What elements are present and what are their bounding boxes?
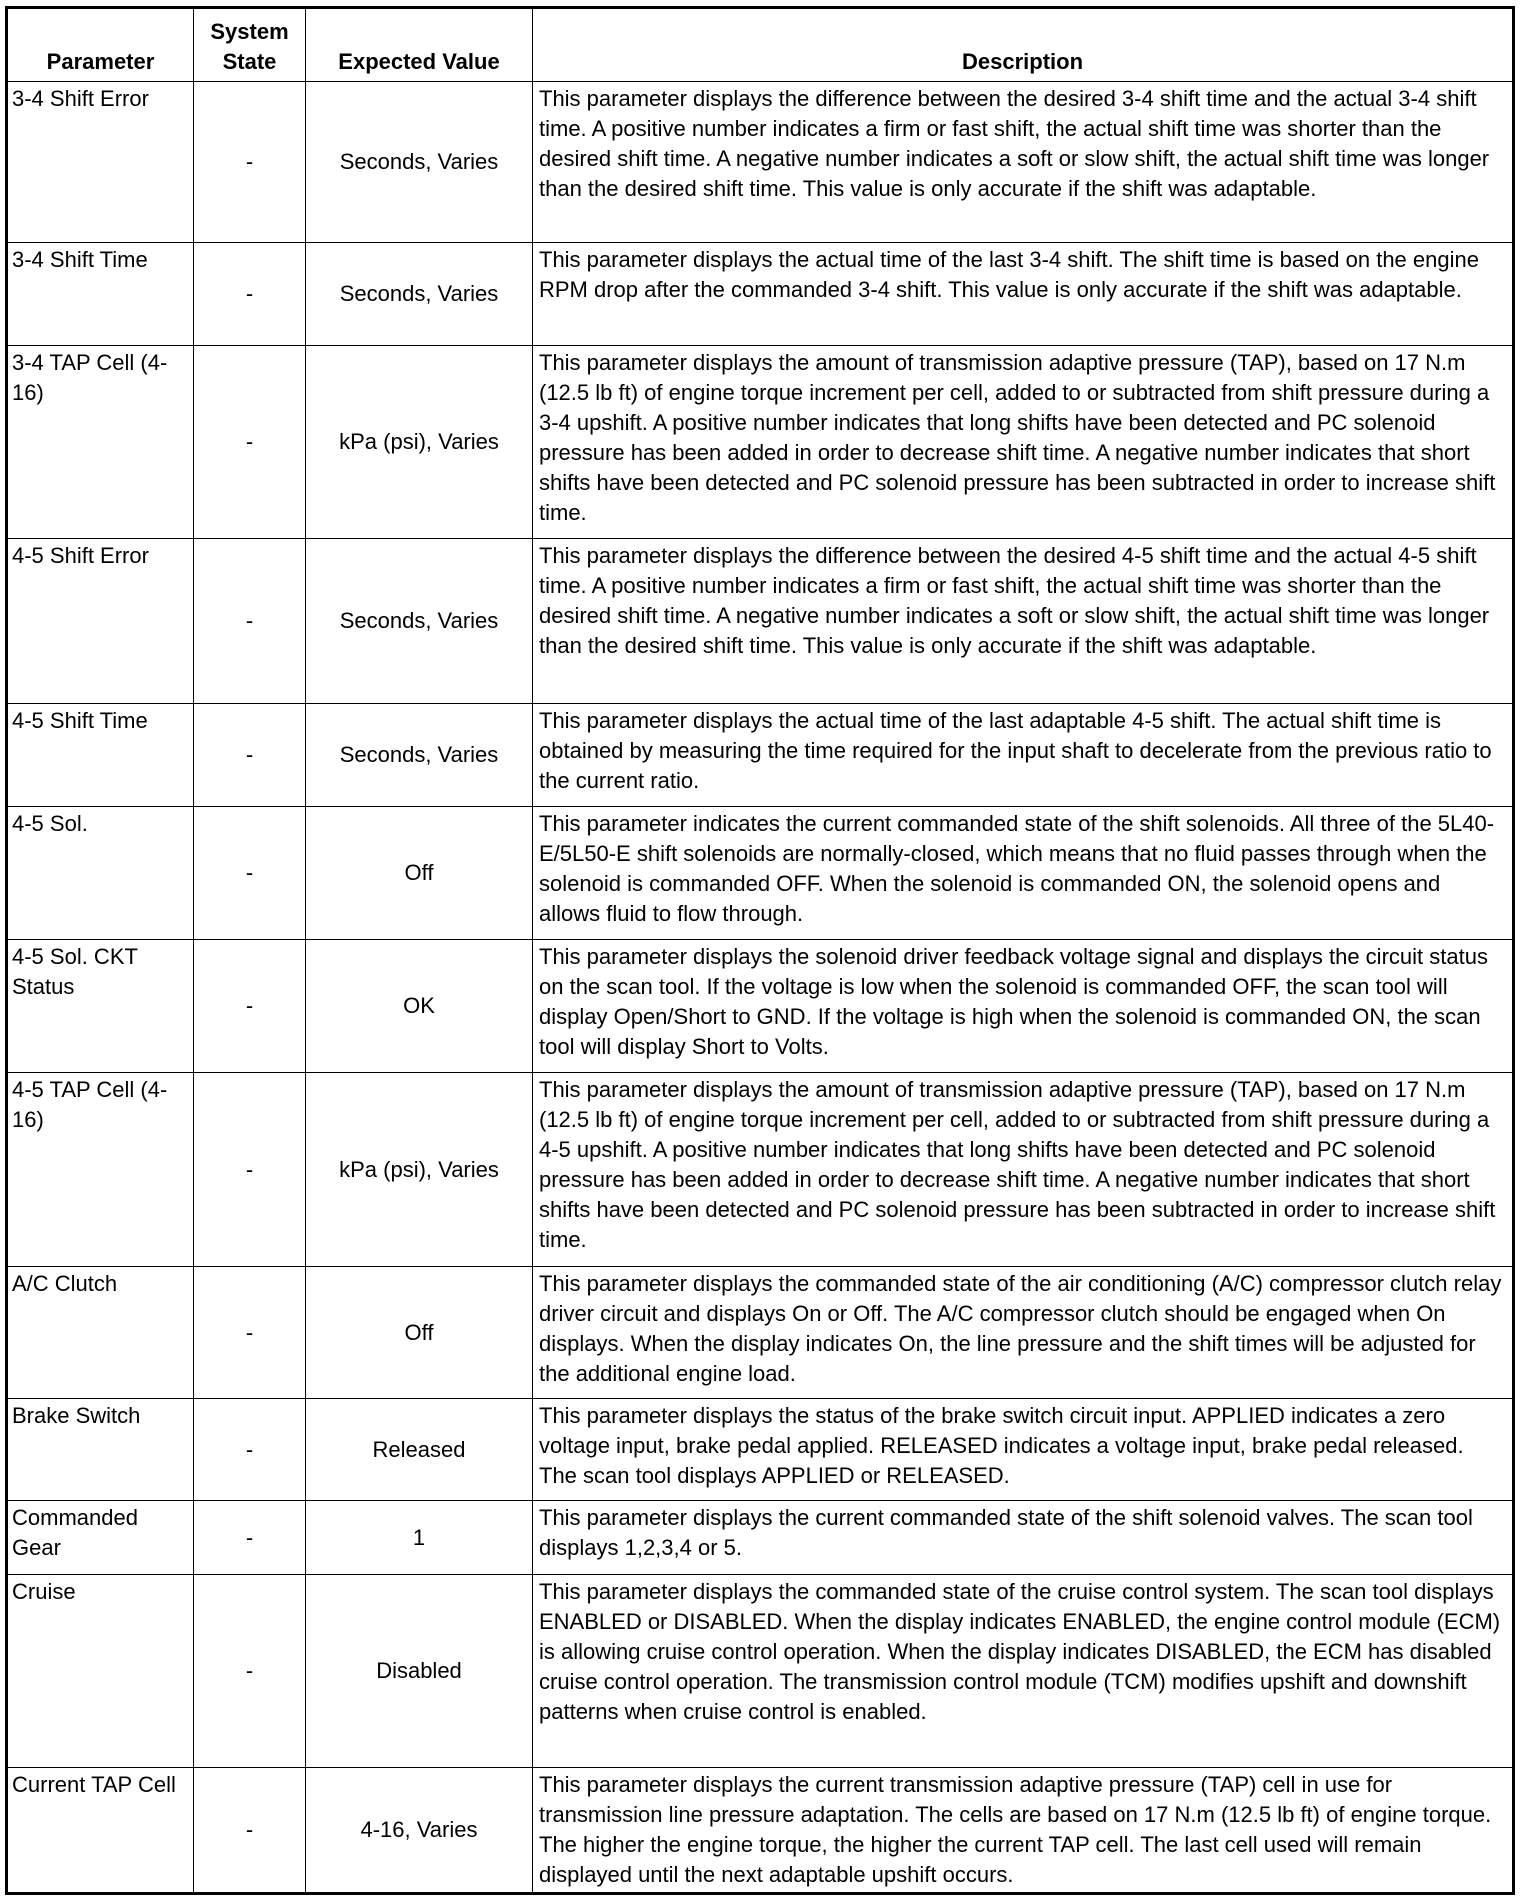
parameter-cell: Cruise	[7, 1575, 194, 1768]
expected-value-cell: 4-16, Varies	[306, 1768, 533, 1894]
table-row	[7, 807, 1514, 940]
table-row	[7, 1768, 1514, 1894]
table-row	[7, 1267, 1514, 1399]
system-state-cell: -	[194, 1768, 306, 1894]
expected-value-cell: Disabled	[306, 1575, 533, 1768]
system-state-cell: -	[194, 807, 306, 940]
parameter-cell: A/C Clutch	[7, 1267, 194, 1399]
description-cell: This parameter displays the status of the brake switch circuit input. APPLIED indicates a zero voltage input, brake pedal applied. RELEASED indicates a voltage input, brake pedal released. The scan tool displays APPLIED or RELEASED.	[533, 1399, 1514, 1501]
header-description: Description	[533, 8, 1514, 82]
table-row	[7, 539, 1514, 704]
header-expected-value: Expected Value	[306, 8, 533, 82]
parameter-cell: 4-5 TAP Cell (4-16)	[7, 1073, 194, 1267]
table-row	[7, 704, 1514, 807]
expected-value-cell: Off	[306, 807, 533, 940]
system-state-cell: -	[194, 82, 306, 243]
system-state-cell: -	[194, 1501, 306, 1575]
table-row	[7, 1501, 1514, 1575]
system-state-cell: -	[194, 1267, 306, 1399]
system-state-cell: -	[194, 1073, 306, 1267]
table-row	[7, 346, 1514, 539]
expected-value-cell: 1	[306, 1501, 533, 1575]
description-cell: This parameter displays the solenoid driver feedback voltage signal and displays the circuit status on the scan tool. If the voltage is low when the solenoid is commanded OFF, the scan tool will display Open/Short to GND. If the voltage is high when the solenoid is commanded ON, the scan tool will display Short to Volts.	[533, 940, 1514, 1073]
table-row	[7, 940, 1514, 1073]
description-cell: This parameter displays the difference between the desired 3-4 shift time and the actual 3-4 shift time. A positive number indicates a firm or fast shift, the actual shift time was shorter than the desired shift time. A negative number indicates a soft or slow shift, the actual shift time was longer than the desired shift time. This value is only accurate if the shift was adaptable.	[533, 82, 1514, 243]
table-row	[7, 1073, 1514, 1267]
parameter-cell: 3-4 TAP Cell (4-16)	[7, 346, 194, 539]
expected-value-cell: Seconds, Varies	[306, 704, 533, 807]
description-cell: This parameter displays the current transmission adaptive pressure (TAP) cell in use for transmission line pressure adaptation. The cells are based on 17 N.m (12.5 lb ft) of engine torque. The higher the engine torque, the higher the current TAP cell. The last cell used will remain displayed until the next adaptable upshift occurs.	[533, 1768, 1514, 1894]
header-system-state: System State	[194, 8, 306, 82]
system-state-cell: -	[194, 940, 306, 1073]
table-row	[7, 1399, 1514, 1501]
description-cell: This parameter displays the actual time of the last adaptable 4-5 shift. The actual shift time is obtained by measuring the time required for the input shaft to decelerate from the previous ratio to the current ratio.	[533, 704, 1514, 807]
expected-value-cell: kPa (psi), Varies	[306, 1073, 533, 1267]
parameter-cell: 4-5 Shift Time	[7, 704, 194, 807]
header-row	[7, 8, 1514, 82]
expected-value-cell: Released	[306, 1399, 533, 1501]
description-cell: This parameter indicates the current commanded state of the shift solenoids. All three of the 5L40-E/5L50-E shift solenoids are normally-closed, which means that no fluid passes through when the solenoid is commanded OFF. When the solenoid is commanded ON, the solenoid opens and allows fluid to flow through.	[533, 807, 1514, 940]
header-parameter: Parameter	[7, 8, 194, 82]
parameter-table	[5, 6, 1515, 1895]
expected-value-cell: OK	[306, 940, 533, 1073]
parameter-cell: 4-5 Sol.	[7, 807, 194, 940]
expected-value-cell: Seconds, Varies	[306, 243, 533, 346]
description-cell: This parameter displays the current commanded state of the shift solenoid valves. The scan tool displays 1,2,3,4 or 5.	[533, 1501, 1514, 1575]
system-state-cell: -	[194, 243, 306, 346]
system-state-cell: -	[194, 704, 306, 807]
parameter-cell: 4-5 Shift Error	[7, 539, 194, 704]
parameter-cell: 3-4 Shift Error	[7, 82, 194, 243]
system-state-cell: -	[194, 539, 306, 704]
system-state-cell: -	[194, 1399, 306, 1501]
system-state-cell: -	[194, 1575, 306, 1768]
description-cell: This parameter displays the actual time of the last 3-4 shift. The shift time is based on the engine RPM drop after the commanded 3-4 shift. This value is only accurate if the shift was adaptable.	[533, 243, 1514, 346]
expected-value-cell: Off	[306, 1267, 533, 1399]
description-cell: This parameter displays the commanded state of the cruise control system. The scan tool displays ENABLED or DISABLED. When the display indicates ENABLED, the engine control module (ECM) is allowing cruise control operation. When the display indicates DISABLED, the ECM has disabled cruise control operation. The transmission control module (TCM) modifies upshift and downshift patterns when cruise control is enabled.	[533, 1575, 1514, 1768]
expected-value-cell: Seconds, Varies	[306, 82, 533, 243]
parameter-cell: Commanded Gear	[7, 1501, 194, 1575]
expected-value-cell: Seconds, Varies	[306, 539, 533, 704]
parameter-cell: Current TAP Cell	[7, 1768, 194, 1894]
table-row	[7, 1575, 1514, 1768]
expected-value-cell: kPa (psi), Varies	[306, 346, 533, 539]
description-cell: This parameter displays the difference between the desired 4-5 shift time and the actual 4-5 shift time. A positive number indicates a firm or fast shift, the actual shift time was shorter than the desired shift time. A negative number indicates a soft or slow shift, the actual shift time was longer than the desired shift time. This value is only accurate if the shift was adaptable.	[533, 539, 1514, 704]
description-cell: This parameter displays the commanded state of the air conditioning (A/C) compressor clutch relay driver circuit and displays On or Off. The A/C compressor clutch should be engaged when On displays. When the display indicates On, the line pressure and the shift times will be adjusted for the additional engine load.	[533, 1267, 1514, 1399]
system-state-cell: -	[194, 346, 306, 539]
description-cell: This parameter displays the amount of transmission adaptive pressure (TAP), based on 17 N.m (12.5 lb ft) of engine torque increment per cell, added to or subtracted from shift pressure during a 3-4 upshift. A positive number indicates that long shifts have been detected and PC solenoid pressure has been added in order to decrease shift time. A negative number indicates that short shifts have been detected and PC solenoid pressure has been subtracted in order to increase shift time.	[533, 346, 1514, 539]
description-cell: This parameter displays the amount of transmission adaptive pressure (TAP), based on 17 N.m (12.5 lb ft) of engine torque increment per cell, added to or subtracted from shift pressure during a 4-5 upshift. A positive number indicates that long shifts have been detected and PC solenoid pressure has been added in order to decrease shift time. A negative number indicates that short shifts have been detected and PC solenoid pressure has been subtracted in order to increase shift time.	[533, 1073, 1514, 1267]
parameter-cell: 4-5 Sol. CKT Status	[7, 940, 194, 1073]
table-row	[7, 243, 1514, 346]
parameter-cell: 3-4 Shift Time	[7, 243, 194, 346]
parameter-cell: Brake Switch	[7, 1399, 194, 1501]
table-row	[7, 82, 1514, 243]
